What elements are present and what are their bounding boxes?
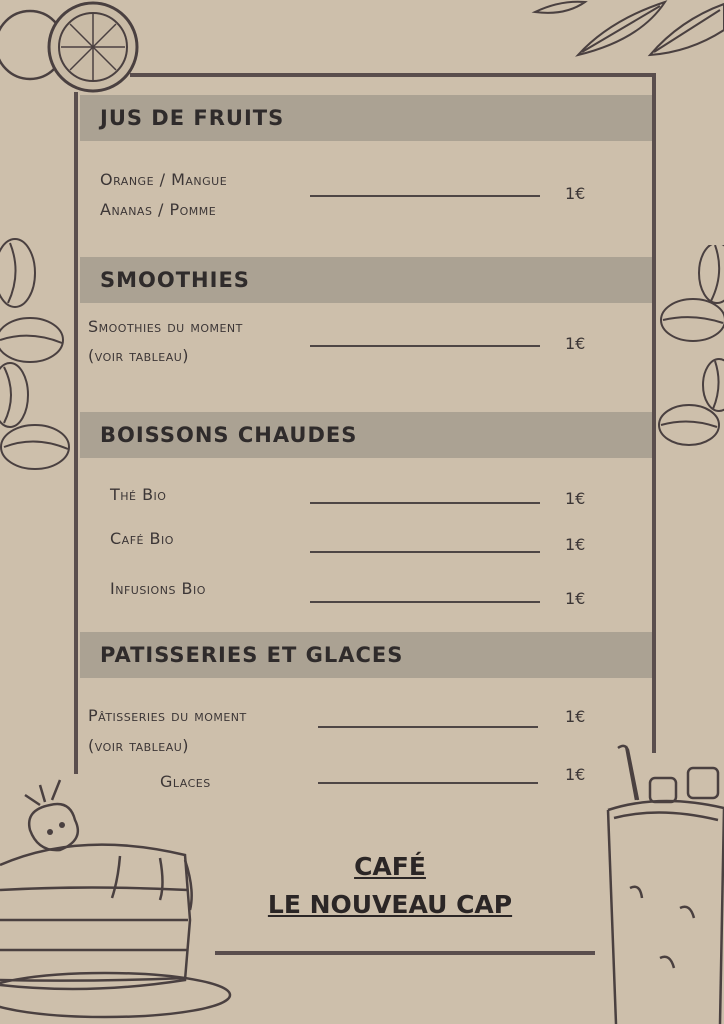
price-leader-line [310,195,540,197]
menu-item-name: Orange / Mangue [100,170,228,189]
orange-slice-icon [0,0,145,95]
menu-item-price: 1€ [565,765,586,784]
cake-slice-icon [0,770,235,1024]
section-header-boissons-chaudes [80,412,652,458]
section-header-smoothies [80,257,652,303]
section-header-patisseries-et-glaces [80,632,652,678]
coffee-beans-icon [0,235,75,475]
cafe-name-line2: LE NOUVEAU CAP [267,890,513,919]
menu-item-name: (voir tableau) [88,736,190,755]
price-leader-line [318,726,538,728]
frame-right-border [652,73,656,753]
price-leader-line [310,502,540,504]
menu-item-name: Glaces [160,772,211,791]
section-title: BOISSONS CHAUDES [100,423,358,447]
menu-item-name: Café Bio [110,529,174,548]
menu-item-price: 1€ [565,184,586,203]
section-title: PATISSERIES ET GLACES [100,643,404,667]
menu-item-name: Pâtisseries du moment [88,706,247,725]
section-title: JUS DE FRUITS [100,106,285,130]
menu-item-name: Smoothies du moment [88,317,243,336]
frame-left-border [74,92,78,774]
price-leader-line [318,782,538,784]
menu-item-name: Infusions Bio [110,579,206,598]
menu-item-price: 1€ [565,589,586,608]
menu-item-price: 1€ [565,707,586,726]
menu-item-price: 1€ [565,334,586,353]
leaves-icon [530,0,724,62]
price-leader-line [310,551,540,553]
frame-bottom-border [215,951,595,955]
section-title: SMOOTHIES [100,268,250,292]
menu-item-price: 1€ [565,489,586,508]
frame-top-border [130,73,656,77]
price-leader-line [310,601,540,603]
menu-item-price: 1€ [565,535,586,554]
iced-drink-icon [600,738,724,1024]
menu-item-name: Thé Bio [110,485,167,504]
price-leader-line [310,345,540,347]
menu-item-name: Ananas / Pomme [100,200,217,219]
menu-item-name: (voir tableau) [88,346,190,365]
cafe-name-line1: CAFÉ [354,852,426,881]
section-header-jus-de-fruits [80,95,652,141]
coffee-beans-icon [655,245,724,455]
